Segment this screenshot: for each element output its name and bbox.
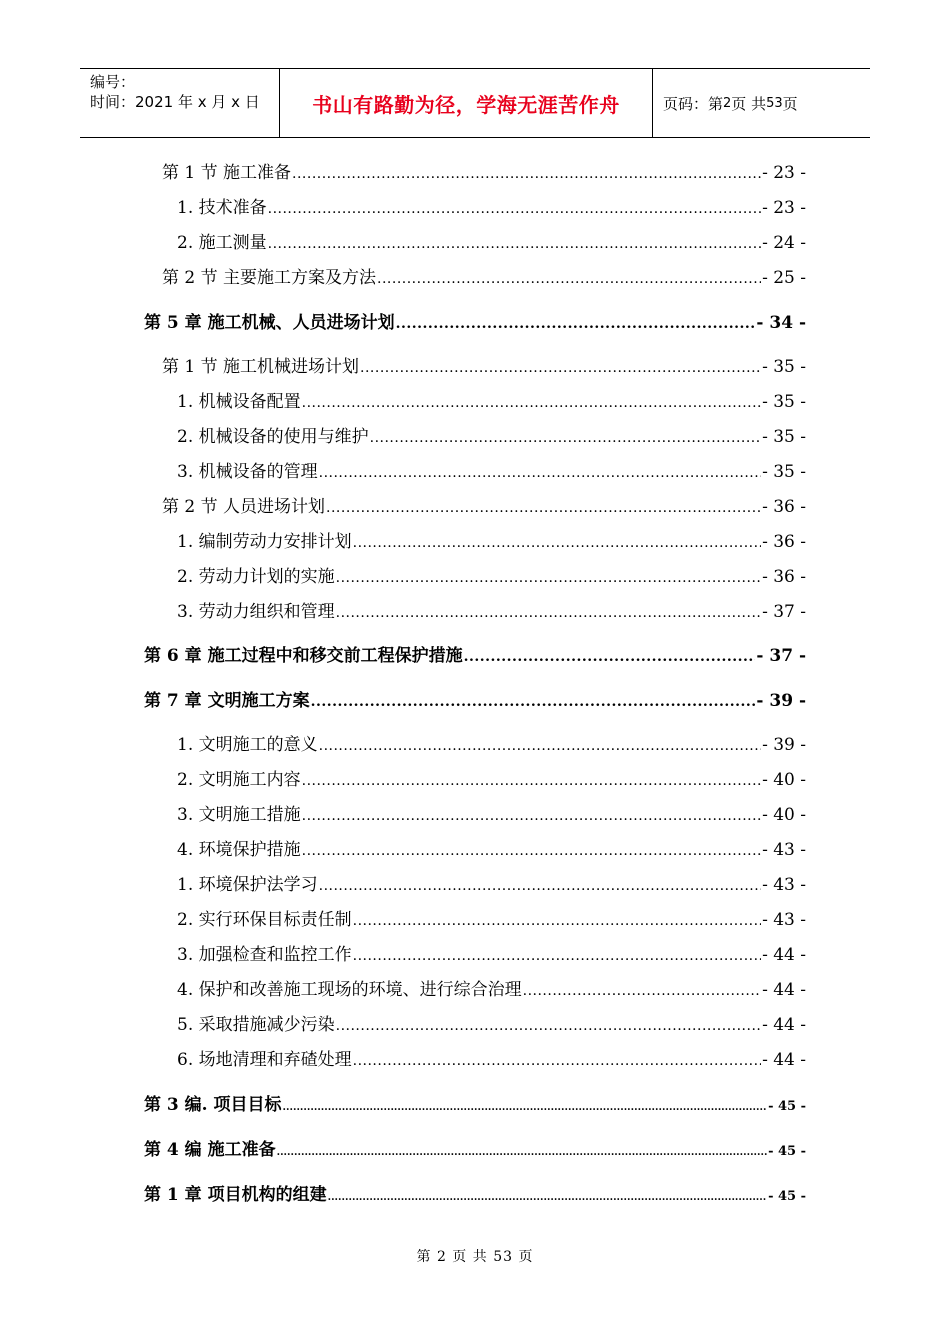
toc-page: - 37 -: [756, 646, 806, 666]
toc-leader: [302, 843, 761, 859]
page-suffix: 页: [782, 94, 798, 113]
toc-chapter-entry[interactable]: [144, 1180, 806, 1205]
toc-page: - 43 -: [762, 910, 806, 930]
toc-page: - 37 -: [762, 602, 806, 622]
toc-entry[interactable]: [177, 193, 806, 218]
toc-page: - 36 -: [762, 532, 806, 552]
toc-page: - 34 -: [756, 313, 806, 333]
toc-entry[interactable]: [162, 492, 806, 517]
page-footer: 第 2 页 共 53 页: [416, 1249, 534, 1265]
toc-chapter-entry[interactable]: [144, 641, 806, 666]
toc-page: - 39 -: [756, 691, 806, 711]
toc-title: 第 6 章 施工过程中和移交前工程保护措施: [144, 646, 463, 666]
toc-entry[interactable]: [162, 352, 806, 377]
toc-page: - 40 -: [762, 805, 806, 825]
toc-title: 第 4 编 施工准备: [144, 1140, 276, 1160]
toc-entry[interactable]: [177, 905, 806, 930]
toc-title: 6. 场地清理和弃碴处理: [177, 1050, 352, 1070]
toc-leader: [360, 360, 761, 376]
toc-leader: [353, 535, 761, 551]
toc-leader: [302, 808, 761, 824]
toc-title: 1. 环境保护法学习: [177, 875, 318, 895]
toc-title: 2. 劳动力计划的实施: [177, 567, 335, 587]
toc-entry[interactable]: [177, 1010, 806, 1035]
toc-title: 第 2 节 主要施工方案及方法: [162, 268, 377, 288]
toc-title: 1. 编制劳动力安排计划: [177, 532, 352, 552]
time-label: 时间：2021 年 x 月 x 日: [90, 93, 260, 111]
toc-entry[interactable]: [177, 597, 806, 622]
toc-entry[interactable]: [177, 940, 806, 965]
page-header: [80, 68, 870, 138]
toc-leader: [336, 570, 761, 586]
toc-leader: [353, 948, 761, 964]
toc-chapter-entry[interactable]: [144, 686, 806, 711]
toc-leader: [277, 1147, 767, 1158]
toc-title: 1. 机械设备配置: [177, 392, 301, 412]
toc-leader: [353, 913, 761, 929]
toc-page: - 44 -: [762, 1050, 806, 1070]
toc-entry[interactable]: [177, 527, 806, 552]
toc-page: - 39 -: [762, 735, 806, 755]
toc-entry[interactable]: [177, 457, 806, 482]
toc-leader: [328, 1192, 767, 1203]
toc-entry[interactable]: [177, 562, 806, 587]
toc-page: - 36 -: [762, 567, 806, 587]
toc-leader: [336, 605, 761, 621]
toc-title: 3. 机械设备的管理: [177, 462, 318, 482]
toc-entry[interactable]: [177, 975, 806, 1000]
toc-leader: [311, 694, 756, 710]
toc-title: 第 1 节 施工准备: [162, 163, 292, 183]
toc-title: 3. 劳动力组织和管理: [177, 602, 335, 622]
toc-title: 2. 机械设备的使用与维护: [177, 427, 369, 447]
toc-leader: [319, 878, 761, 894]
toc-entry[interactable]: [162, 158, 806, 183]
toc-page: - 44 -: [762, 980, 806, 1000]
header-motto: 书山有路勤为径，学海无涯苦作舟: [280, 69, 653, 137]
toc-title: 第 5 章 施工机械、人员进场计划: [144, 313, 395, 333]
page-total: 53: [766, 95, 783, 111]
toc-title: 2. 文明施工内容: [177, 770, 301, 790]
toc-page: - 44 -: [762, 945, 806, 965]
toc-title: 2. 实行环保目标责任制: [177, 910, 352, 930]
toc-page: - 45 -: [768, 1189, 806, 1204]
toc-entry[interactable]: [177, 765, 806, 790]
toc-page: - 45 -: [768, 1099, 806, 1114]
toc-chapter-entry[interactable]: [144, 308, 806, 333]
toc-leader: [464, 649, 756, 665]
page-prefix: 页码：第: [663, 94, 724, 113]
toc-title: 第 7 章 文明施工方案: [144, 691, 310, 711]
toc-leader: [319, 465, 761, 481]
toc-title: 2. 施工测量: [177, 233, 267, 253]
toc-leader: [283, 1102, 768, 1113]
toc-page: - 35 -: [762, 357, 806, 377]
toc-page: - 23 -: [762, 198, 806, 218]
toc-page: - 43 -: [762, 840, 806, 860]
toc-leader: [396, 316, 756, 332]
toc-leader: [326, 500, 761, 516]
toc-title: 4. 环境保护措施: [177, 840, 301, 860]
toc-entry[interactable]: [177, 422, 806, 447]
toc-entry[interactable]: [177, 1045, 806, 1070]
page-number: 2: [723, 95, 732, 111]
toc-leader: [523, 983, 761, 999]
toc-entry[interactable]: [177, 730, 806, 755]
toc-leader: [377, 271, 761, 287]
toc-page: - 23 -: [762, 163, 806, 183]
toc-entry[interactable]: [162, 263, 806, 288]
header-meta: [80, 69, 280, 137]
toc-title: 第 2 节 人员进场计划: [162, 497, 326, 517]
toc-leader: [319, 738, 761, 754]
toc-title: 第 3 编. 项目目标: [144, 1095, 282, 1115]
toc-page: - 36 -: [762, 497, 806, 517]
toc-page: - 44 -: [762, 1015, 806, 1035]
toc-entry[interactable]: [177, 228, 806, 253]
toc-part-entry[interactable]: [144, 1135, 806, 1160]
toc-leader: [292, 166, 761, 182]
header-page-info: [653, 69, 870, 137]
toc-page: - 43 -: [762, 875, 806, 895]
toc-title: 5. 采取措施减少污染: [177, 1015, 335, 1035]
toc-page: - 35 -: [762, 462, 806, 482]
toc-entry[interactable]: [177, 870, 806, 895]
toc-leader: [302, 773, 761, 789]
toc-title: 1. 文明施工的意义: [177, 735, 318, 755]
toc-leader: [370, 430, 761, 446]
toc-title: 第 1 章 项目机构的组建: [144, 1185, 327, 1205]
toc-leader: [353, 1053, 761, 1069]
toc-page: - 45 -: [768, 1144, 806, 1159]
toc-page: - 24 -: [762, 233, 806, 253]
toc-part-entry[interactable]: [144, 1090, 806, 1115]
toc-page: - 40 -: [762, 770, 806, 790]
toc-page: - 25 -: [762, 268, 806, 288]
toc-entry[interactable]: [177, 800, 806, 825]
page-mid: 页 共: [731, 94, 767, 113]
toc-title: 3. 文明施工措施: [177, 805, 301, 825]
number-label: 编号：: [90, 73, 136, 91]
toc-title: 第 1 节 施工机械进场计划: [162, 357, 360, 377]
toc-title: 4. 保护和改善施工现场的环境、进行综合治理: [177, 980, 522, 1000]
toc-title: 3. 加强检查和监控工作: [177, 945, 352, 965]
toc-page: - 35 -: [762, 427, 806, 447]
toc-title: 1. 技术准备: [177, 198, 267, 218]
toc-entry[interactable]: [177, 387, 806, 412]
toc-leader: [336, 1018, 761, 1034]
toc-leader: [268, 201, 761, 217]
toc-page: - 35 -: [762, 392, 806, 412]
toc-leader: [268, 236, 761, 252]
toc-entry[interactable]: [177, 835, 806, 860]
toc-leader: [302, 395, 761, 411]
